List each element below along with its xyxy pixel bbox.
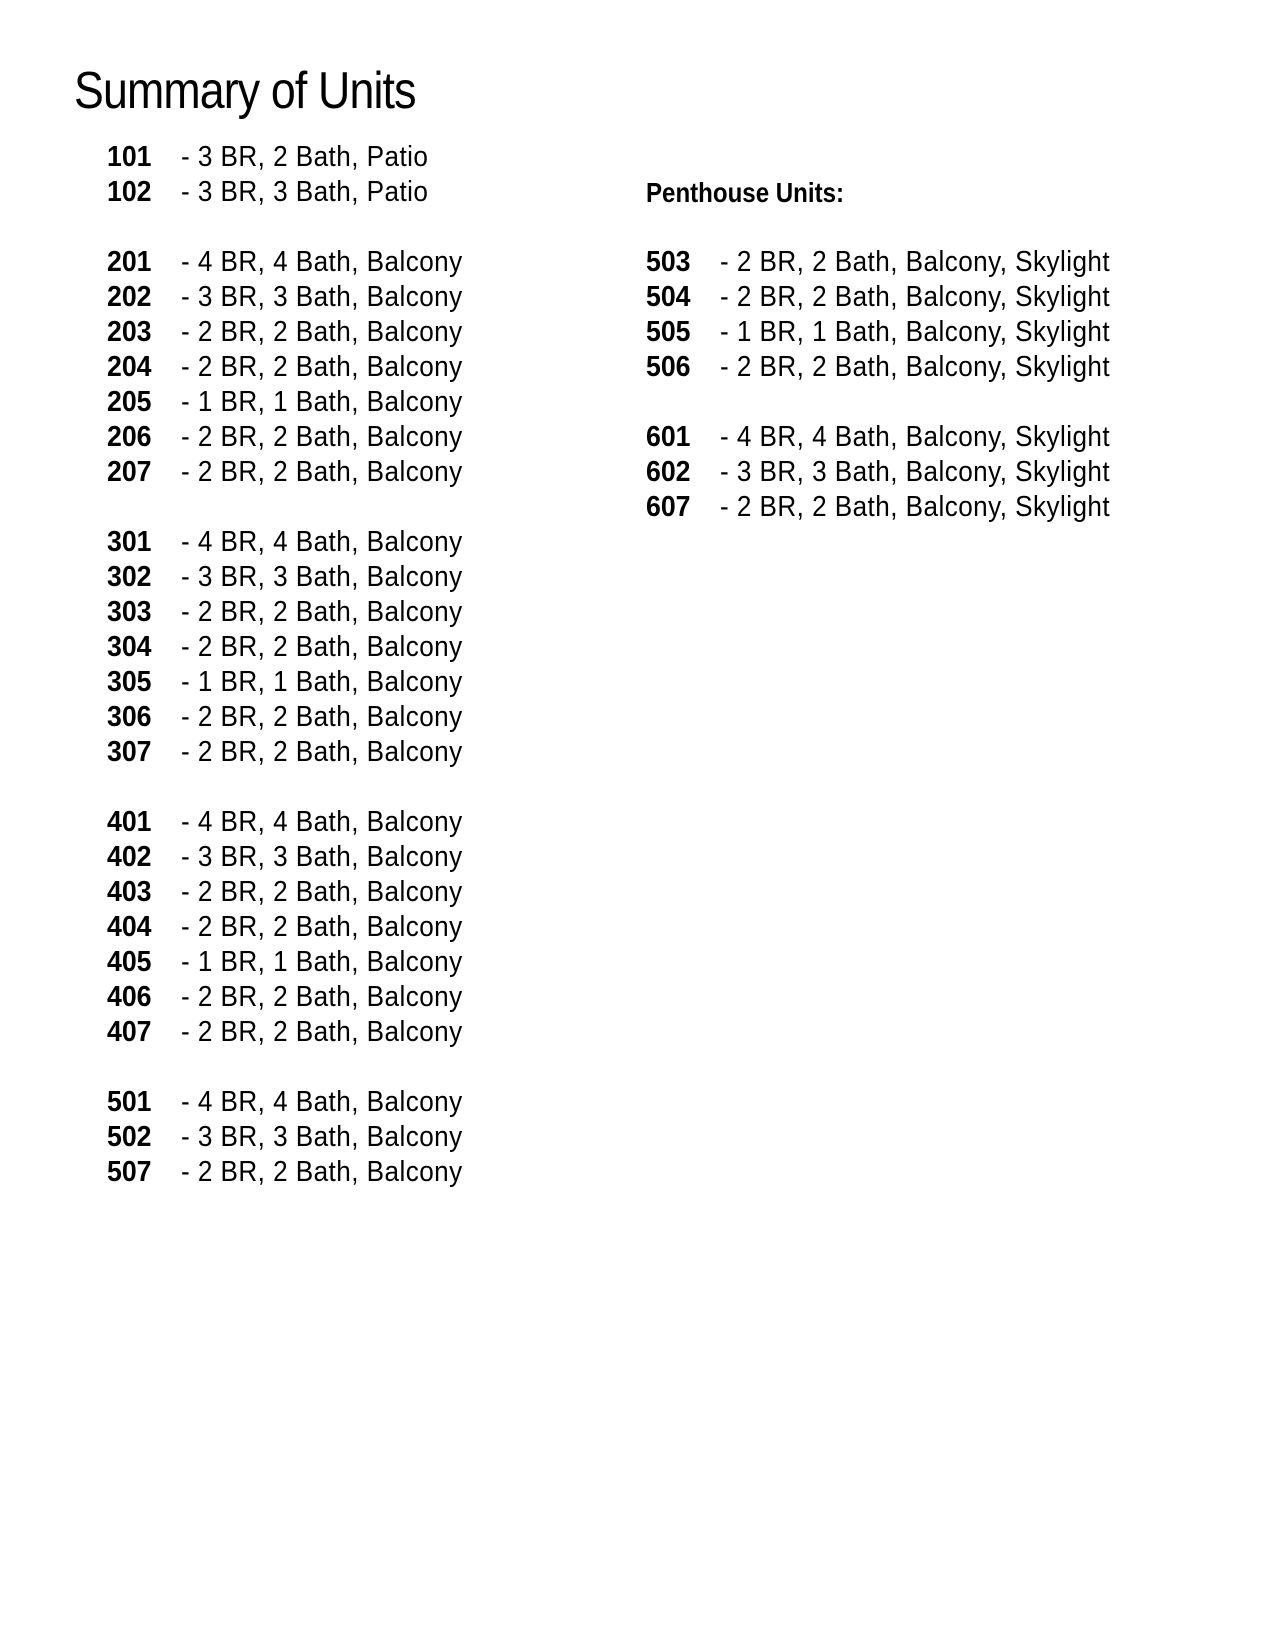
- unit-description: - 2 BR, 2 Bath, Balcony: [181, 596, 463, 628]
- unit-description: - 4 BR, 4 Bath, Balcony, Skylight: [720, 421, 1111, 453]
- unit-description: - 2 BR, 2 Bath, Balcony: [181, 421, 463, 453]
- unit-number: 303: [107, 596, 152, 628]
- unit-number: 205: [107, 386, 152, 418]
- unit-number: 302: [107, 561, 152, 593]
- unit-group-floor-3: [107, 525, 494, 770]
- unit-group-penthouse-5: [646, 245, 1153, 385]
- unit-number: 207: [107, 456, 152, 488]
- unit-number: 402: [107, 841, 152, 873]
- unit-description: - 1 BR, 1 Bath, Balcony, Skylight: [720, 316, 1111, 348]
- group-spacer: [107, 1050, 494, 1085]
- unit-row: [107, 245, 494, 280]
- unit-description: - 1 BR, 1 Bath, Balcony: [181, 666, 463, 698]
- unit-number: 601: [646, 421, 691, 453]
- unit-description: - 2 BR, 2 Bath, Balcony: [181, 631, 463, 663]
- group-spacer: [646, 210, 1153, 245]
- unit-description: - 2 BR, 2 Bath, Balcony: [181, 876, 463, 908]
- unit-group-floor-2: [107, 245, 494, 490]
- unit-number: 306: [107, 701, 152, 733]
- unit-description: - 2 BR, 2 Bath, Balcony, Skylight: [720, 351, 1111, 383]
- group-spacer: [646, 385, 1153, 420]
- unit-number: 501: [107, 1086, 152, 1118]
- unit-number: 204: [107, 351, 152, 383]
- left-unit-column: [107, 140, 494, 1190]
- unit-description: - 2 BR, 2 Bath, Balcony: [181, 1016, 463, 1048]
- unit-number: 405: [107, 946, 152, 978]
- unit-row: [107, 525, 494, 560]
- group-spacer: [107, 210, 494, 245]
- unit-description: - 4 BR, 4 Bath, Balcony: [181, 246, 463, 278]
- unit-description: - 2 BR, 2 Bath, Balcony: [181, 316, 463, 348]
- unit-number: 506: [646, 351, 691, 383]
- unit-row: [107, 665, 494, 700]
- unit-row: [646, 455, 1153, 490]
- unit-description: - 2 BR, 2 Bath, Balcony: [181, 911, 463, 943]
- unit-row: [107, 280, 494, 315]
- unit-description: - 1 BR, 1 Bath, Balcony: [181, 386, 463, 418]
- unit-row: [107, 1015, 494, 1050]
- unit-row: [107, 735, 494, 770]
- unit-row: [107, 1085, 494, 1120]
- unit-number: 102: [107, 176, 152, 208]
- penthouse-heading: Penthouse Units:: [646, 177, 845, 208]
- unit-description: - 2 BR, 2 Bath, Balcony: [181, 736, 463, 768]
- unit-row: [107, 315, 494, 350]
- unit-number: 507: [107, 1156, 152, 1188]
- unit-description: - 2 BR, 2 Bath, Balcony, Skylight: [720, 246, 1111, 278]
- unit-row: [107, 630, 494, 665]
- unit-row: [107, 945, 494, 980]
- unit-row: [107, 875, 494, 910]
- unit-number: 307: [107, 736, 152, 768]
- unit-number: 505: [646, 316, 691, 348]
- unit-number: 407: [107, 1016, 152, 1048]
- unit-row: [107, 840, 494, 875]
- unit-description: - 3 BR, 3 Bath, Balcony: [181, 561, 463, 593]
- unit-number: 404: [107, 911, 152, 943]
- group-spacer: [107, 490, 494, 525]
- unit-row: [107, 805, 494, 840]
- unit-description: - 3 BR, 3 Bath, Balcony: [181, 1121, 463, 1153]
- unit-row: [107, 980, 494, 1015]
- unit-row: [646, 350, 1153, 385]
- unit-group-penthouse-6: [646, 420, 1153, 525]
- unit-description: - 4 BR, 4 Bath, Balcony: [181, 526, 463, 558]
- unit-description: - 2 BR, 2 Bath, Balcony: [181, 351, 463, 383]
- unit-row: [646, 245, 1153, 280]
- unit-description: - 4 BR, 4 Bath, Balcony: [181, 1086, 463, 1118]
- unit-row: [107, 910, 494, 945]
- unit-description: - 3 BR, 2 Bath, Patio: [181, 141, 429, 173]
- unit-row: [646, 490, 1153, 525]
- unit-description: - 3 BR, 3 Bath, Balcony: [181, 281, 463, 313]
- unit-number: 201: [107, 246, 152, 278]
- unit-description: - 2 BR, 2 Bath, Balcony: [181, 456, 463, 488]
- unit-description: - 1 BR, 1 Bath, Balcony: [181, 946, 463, 978]
- unit-description: - 3 BR, 3 Bath, Balcony: [181, 841, 463, 873]
- unit-row: [646, 280, 1153, 315]
- unit-number: 607: [646, 491, 691, 523]
- unit-description: - 3 BR, 3 Bath, Balcony, Skylight: [720, 456, 1111, 488]
- unit-row: [646, 420, 1153, 455]
- unit-group-floor-5: [107, 1085, 494, 1190]
- unit-number: 305: [107, 666, 152, 698]
- unit-description: - 3 BR, 3 Bath, Patio: [181, 176, 429, 208]
- unit-number: 304: [107, 631, 152, 663]
- unit-row: [107, 700, 494, 735]
- unit-row: [107, 595, 494, 630]
- unit-number: 101: [107, 141, 152, 173]
- unit-row: [107, 420, 494, 455]
- column-top-spacer: [646, 140, 1153, 175]
- unit-group-floor-4: [107, 805, 494, 1050]
- unit-number: 406: [107, 981, 152, 1013]
- unit-number: 502: [107, 1121, 152, 1153]
- unit-description: - 2 BR, 2 Bath, Balcony: [181, 701, 463, 733]
- unit-description: - 2 BR, 2 Bath, Balcony: [181, 981, 463, 1013]
- unit-description: - 2 BR, 2 Bath, Balcony, Skylight: [720, 281, 1111, 313]
- group-spacer: [107, 770, 494, 805]
- unit-row: [107, 1155, 494, 1190]
- unit-group-floor-1: [107, 140, 494, 210]
- unit-row: [107, 560, 494, 595]
- unit-description: - 2 BR, 2 Bath, Balcony: [181, 1156, 463, 1188]
- unit-description: - 4 BR, 4 Bath, Balcony: [181, 806, 463, 838]
- unit-number: 301: [107, 526, 152, 558]
- unit-row: [107, 385, 494, 420]
- unit-number: 503: [646, 246, 691, 278]
- unit-number: 206: [107, 421, 152, 453]
- penthouse-unit-column: [646, 140, 1153, 525]
- unit-row: [107, 350, 494, 385]
- unit-number: 203: [107, 316, 152, 348]
- unit-number: 602: [646, 456, 691, 488]
- page-title: Summary of Units: [74, 62, 416, 120]
- unit-row: [107, 175, 494, 210]
- unit-row: [107, 140, 494, 175]
- unit-number: 403: [107, 876, 152, 908]
- unit-number: 401: [107, 806, 152, 838]
- unit-number: 504: [646, 281, 691, 313]
- unit-number: 202: [107, 281, 152, 313]
- unit-description: - 2 BR, 2 Bath, Balcony, Skylight: [720, 491, 1111, 523]
- unit-row: [107, 455, 494, 490]
- unit-row: [107, 1120, 494, 1155]
- unit-row: [646, 315, 1153, 350]
